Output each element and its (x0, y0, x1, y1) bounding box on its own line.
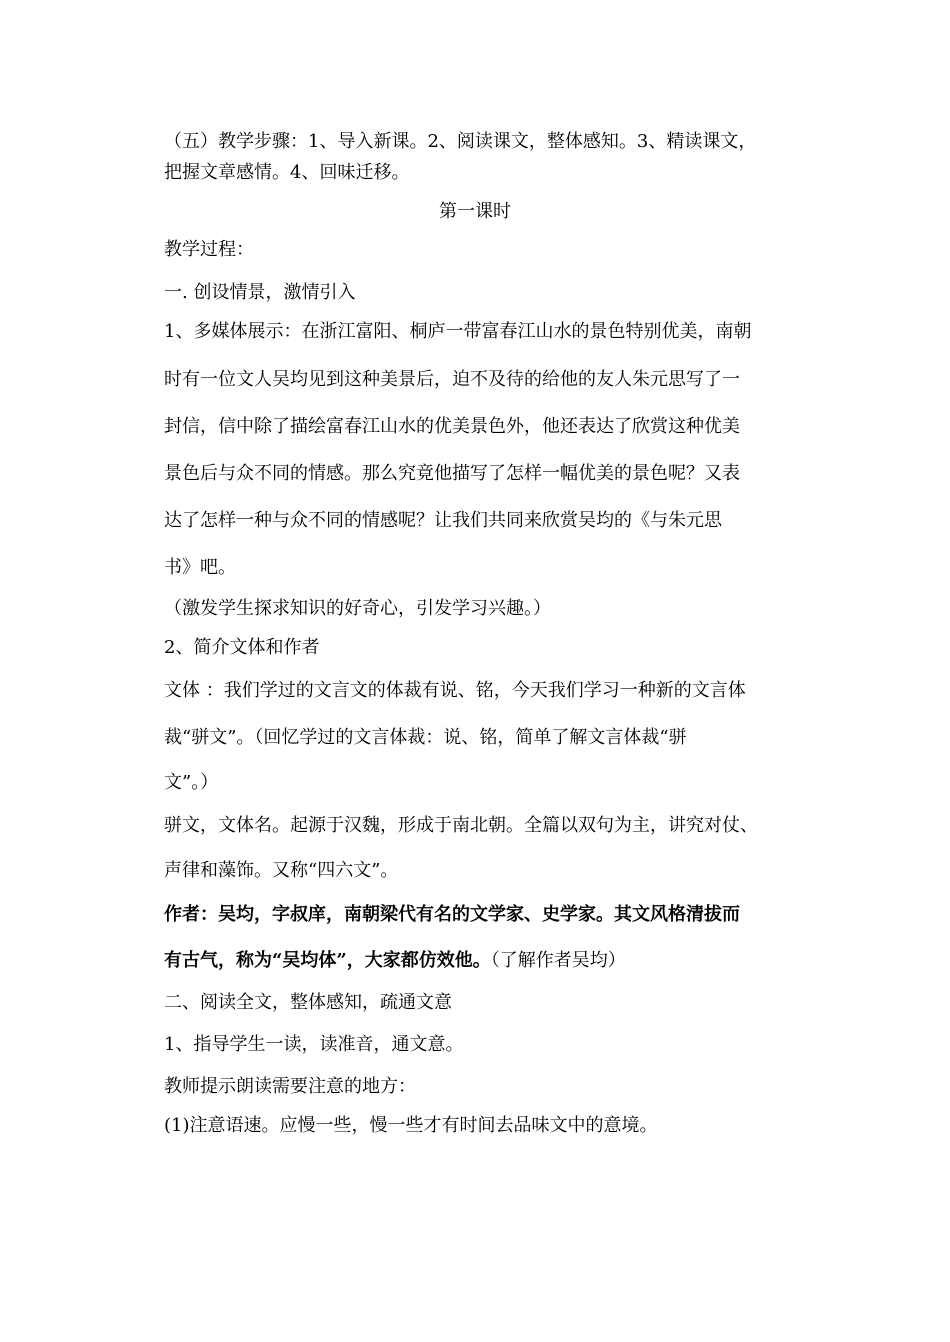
text-line: 教师提示朗读需要注意的地方： (164, 1076, 416, 1097)
text-line: 文”。） (164, 772, 219, 793)
text-line: 骈文，文体名。起源于汉魏，形成于南北朝。全篇以双句为主，讲究对仗、 (164, 815, 758, 836)
text-line: 书》吧。 (164, 557, 236, 578)
bold-text-line: 作者：吴均，字叔庠，南朝梁代有名的文学家、史学家。其文风格清拔而 (164, 904, 740, 925)
text-line: 文体 ：我们学过的文言文的体裁有说、铭，今天我们学习一种新的文言体 (164, 680, 746, 701)
text-line: 教学过程： (164, 239, 254, 260)
text-line: （五）教学步骤：1、导入新课。2、阅读课文，整体感知。3、精读课文， (164, 131, 757, 152)
text-line (164, 949, 626, 973)
section-heading: 第一课时 (439, 201, 511, 222)
text-line: 2、简介文体和作者 (164, 637, 320, 658)
text-line: 把握文章感情。4、回味迁移。 (164, 162, 410, 183)
text-line: 一. 创设情景，激情引入 (164, 282, 356, 303)
text-line: 景色后与众不同的情感。那么究竟他描写了怎样一幅优美的景色呢？又表 (164, 463, 740, 484)
text-line: 声律和藻饰。又称“四六文”。 (164, 860, 399, 881)
text-line: 达了怎样一种与众不同的情感呢？让我们共同来欣赏吴均的《与朱元思 (164, 510, 722, 531)
text-span: （了解作者吴均） (490, 950, 626, 971)
text-line: 封信，信中除了描绘富春江山水的优美景色外，他还表达了欣赏这种优美 (164, 416, 740, 437)
bold-text-span: 有古气，称为“吴均体”，大家都仿效他。 (164, 950, 491, 971)
text-line: (1)注意语速。应慢一些，慢一些才有时间去品味文中的意境。 (164, 1115, 658, 1136)
text-line: 二、阅读全文，整体感知，疏通文意 (164, 992, 452, 1013)
text-line: 裁“骈文”。（回忆学过的文言体裁：说、铭，简单了解文言体裁“骈 (164, 727, 687, 748)
text-line: 时有一位文人吴均见到这种美景后，迫不及待的给他的友人朱元思写了一 (164, 369, 740, 390)
text-line: 1、指导学生一读，读准音，通文意。 (164, 1034, 464, 1055)
text-line: 1、多媒体展示：在浙江富阳、桐庐一带富春江山水的景色特别优美，南朝 (164, 321, 752, 342)
text-line: （激发学生探求知识的好奇心，引发学习兴趣。） (164, 598, 551, 619)
